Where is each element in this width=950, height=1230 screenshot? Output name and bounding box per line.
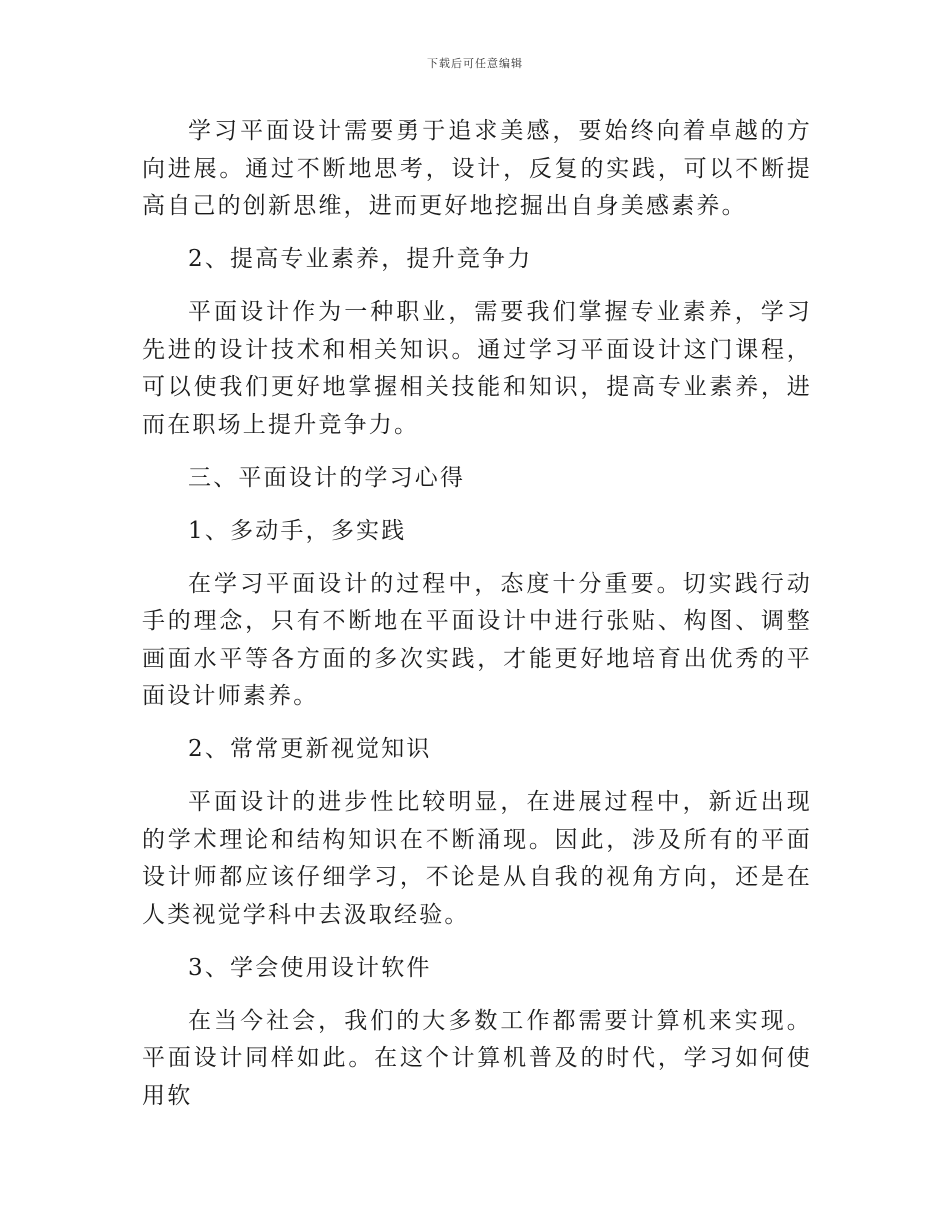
paragraph-professional-quality: 平面设计作为一种职业，需要我们掌握专业素养，学习先进的设计技术和相关知识。通过学习平面设计这门课程，可以使我们更好地掌握相关技能和知识，提高专业素养，进而在职场上提升竞争力。 bbox=[142, 299, 812, 438]
heading-visual-knowledge: 2、常常更新视觉知识 bbox=[188, 736, 432, 762]
heading-design-software: 3、学会使用设计软件 bbox=[188, 954, 432, 981]
paragraph-design-software: 在当今社会，我们的大多数工作都需要计算机来实现。平面设计同样如此。在这个计算机普及的时代，学习如何使用软 bbox=[142, 1007, 812, 1109]
document-body bbox=[142, 113, 812, 1131]
section-heading-learning-experience: 三、平面设计的学习心得 bbox=[188, 464, 466, 491]
heading-practice: 1、多动手，多实践 bbox=[188, 517, 407, 544]
page-header: 下载后可任意编辑 bbox=[427, 57, 523, 70]
paragraph-aesthetics: 学习平面设计需要勇于追求美感，要始终向着卓越的方向进展。通过不断地思考，设计，反复的实践，可以不断提高自己的创新思维，进而更好地挖掘出自身美感素养。 bbox=[142, 118, 812, 219]
paragraph-practice: 在学习平面设计的过程中，态度十分重要。切实践行动手的理念，只有不断地在平面设计中进行张贴、构图、调整画面水平等各方面的多次实践，才能更好地培育出优秀的平面设计师素养。 bbox=[142, 570, 812, 709]
paragraph-visual-knowledge: 平面设计的进步性比较明显，在进展过程中，新近出现的学术理论和结构知识在不断涌现。因此，涉及所有的平面设计师都应该仔细学习，不论是从自我的视角方向，还是在人类视觉学科中去汲取经验。 bbox=[142, 789, 812, 928]
heading-professional-quality: 2、提高专业素养，提升竞争力 bbox=[188, 246, 533, 272]
